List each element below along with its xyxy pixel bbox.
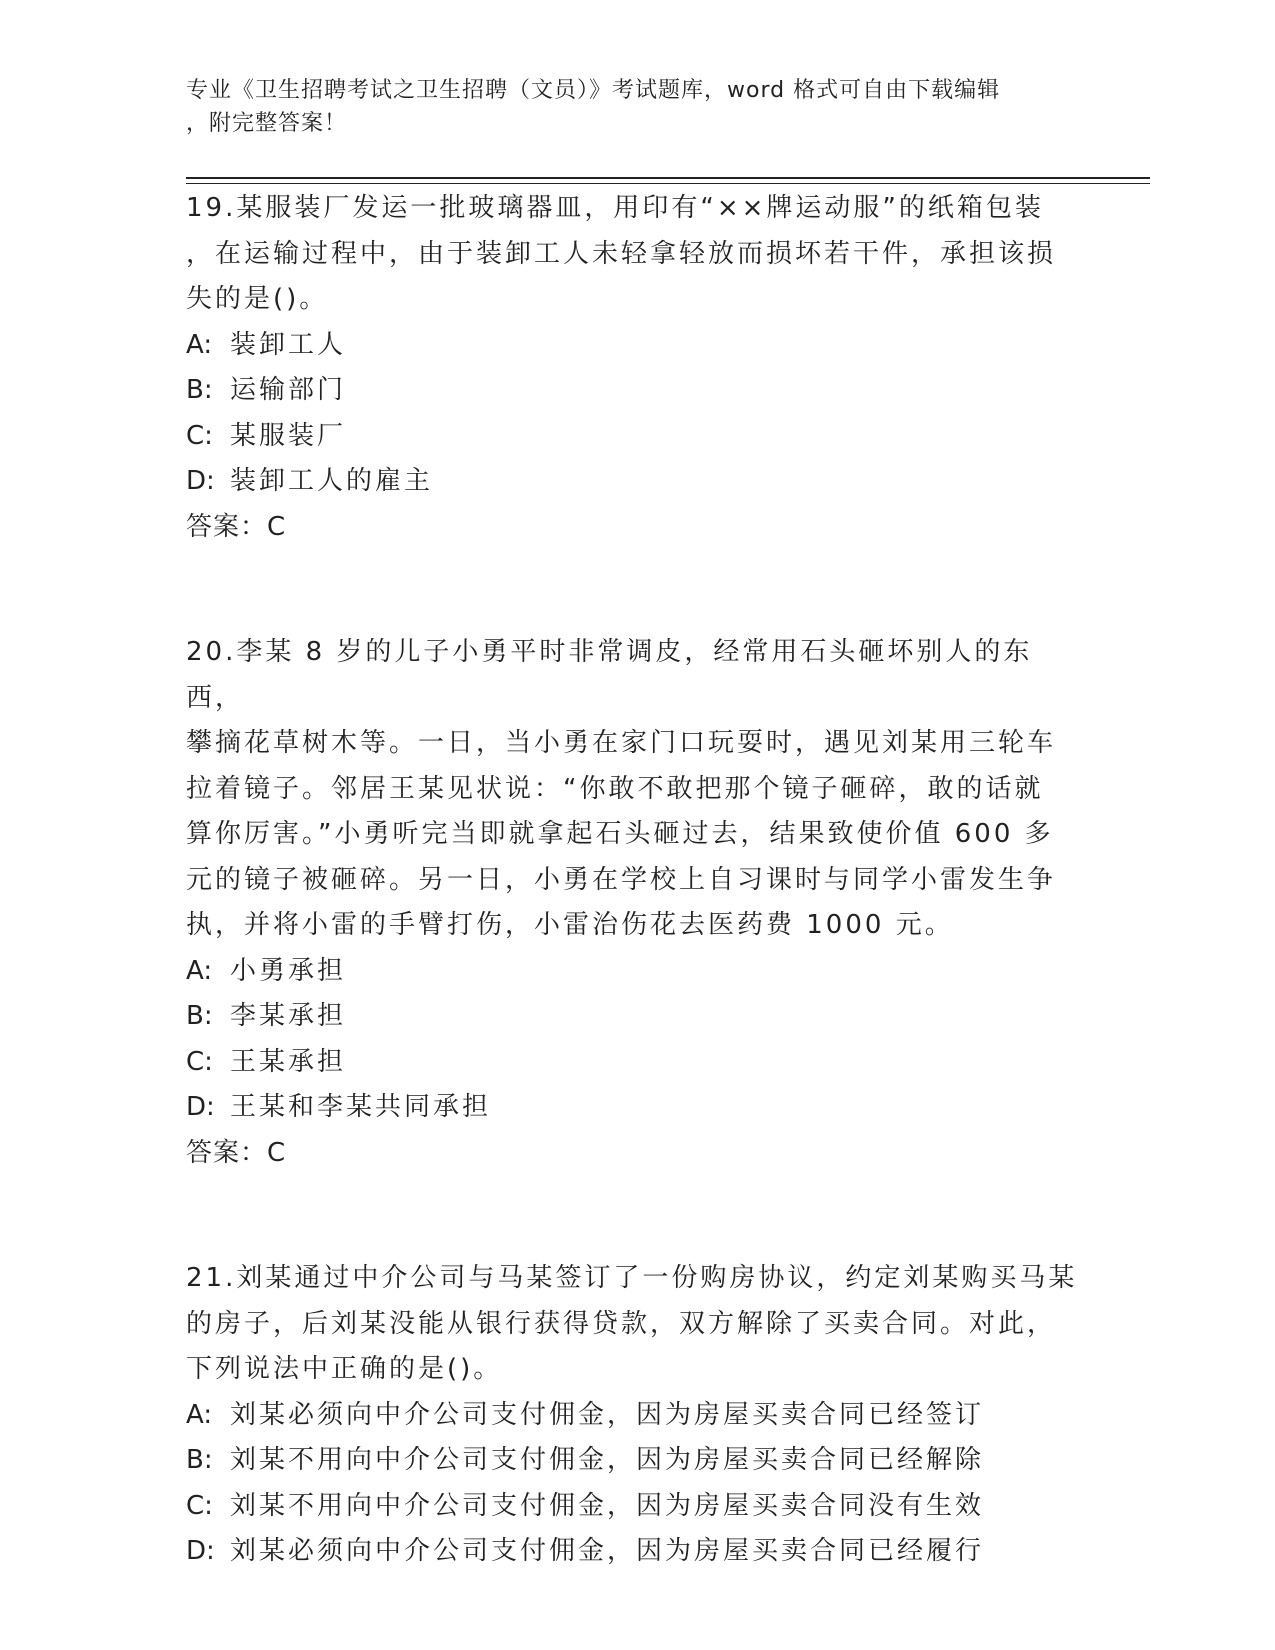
header-divider-thick [186,177,1150,179]
option-key: B: [186,1001,213,1031]
option-text: 李某承担 [230,1001,347,1031]
option-text: 小勇承担 [230,955,347,986]
option-b [186,1438,1086,1484]
question-20 [186,630,1086,1176]
option-text: 刘某不用向中介公司支付佣金，因为房屋买卖合同没有生效 [230,1490,985,1521]
option-key: B: [186,375,213,405]
question-list [186,186,1086,1575]
option-b [186,994,1086,1040]
answer-line: 答案：C [186,511,287,542]
option-a [186,323,1086,369]
question-spacer [186,1176,1086,1256]
question-stem-line: 元的镜子被砸碎。另一日，小勇在学校上自习课时与同学小雷发生争 [186,864,1057,895]
option-text: 装卸工人的雇主 [230,466,434,496]
question-stem-line: ，在运输过程中，由于装卸工人未轻拿轻放而损坏若干件，承担该损 [186,238,1057,269]
option-d [186,1085,1086,1131]
header-line-1: 专业《卫生招聘考试之卫生招聘（文员）》考试题库，word 格式可自由下载编辑 [186,78,1001,103]
option-key: B: [186,1445,213,1475]
option-key: C: [186,1046,213,1077]
header-divider-thin [186,183,1150,184]
option-text: 装卸工人 [230,329,347,360]
question-stem-line: 算你厉害。”小勇听完当即就拿起石头砸过去，结果致使价值 600 多 [186,819,1054,849]
option-text: 王某和李某共同承担 [230,1092,492,1122]
option-text: 某服装厂 [230,420,347,451]
question-21 [186,1256,1086,1575]
answer-line: 答案：C [186,1137,287,1168]
option-c [186,1040,1086,1086]
question-stem-line: 19.某服装厂发运一批玻璃器皿，用印有“××牌运动服”的纸箱包装 [186,193,1044,223]
option-d [186,459,1086,505]
option-key: D: [186,1092,215,1122]
option-c [186,414,1086,460]
option-key: C: [186,420,213,451]
question-spacer [186,550,1086,630]
option-key: D: [186,466,215,496]
question-stem-line: 攀摘花草树木等。一日，当小勇在家门口玩耍时，遇见刘某用三轮车 [186,728,1057,758]
option-c [186,1484,1086,1530]
question-stem-line: 失的是()。 [186,284,329,314]
option-text: 刘某必须向中介公司支付佣金，因为房屋买卖合同已经签订 [230,1399,985,1430]
option-key: C: [186,1490,213,1521]
option-key: A: [186,955,213,986]
question-stem-line: 20.李某 8 岁的儿子小勇平时非常调皮，经常用石头砸坏别人的东西， [186,637,1033,713]
option-d [186,1529,1086,1575]
option-a [186,1393,1086,1439]
question-19 [186,186,1086,550]
option-key: D: [186,1536,215,1566]
header-line-2: ，附完整答案！ [186,111,348,136]
question-stem-line: 下列说法中正确的是()。 [186,1354,503,1384]
option-key: A: [186,1399,213,1430]
question-stem-line: 的房子，后刘某没能从银行获得贷款，双方解除了买卖合同。对此， [186,1308,1057,1339]
option-text: 刘某不用向中介公司支付佣金，因为房屋买卖合同已经解除 [230,1445,985,1475]
option-text: 刘某必须向中介公司支付佣金，因为房屋买卖合同已经履行 [230,1536,985,1566]
document-header [186,74,1056,140]
option-b [186,368,1086,414]
option-text: 运输部门 [230,375,347,405]
option-key: A: [186,329,213,360]
question-stem-line: 执，并将小雷的手臂打伤，小雷治伤花去医药费 1000 元。 [186,910,954,940]
question-stem-line: 21.刘某通过中介公司与马某签订了一份购房协议，约定刘某购买马某 [186,1263,1078,1293]
option-text: 王某承担 [230,1046,347,1077]
question-stem-line: 拉着镜子。邻居王某见状说：“你敢不敢把那个镜子砸碎，敢的话就 [186,773,1044,804]
option-a [186,949,1086,995]
